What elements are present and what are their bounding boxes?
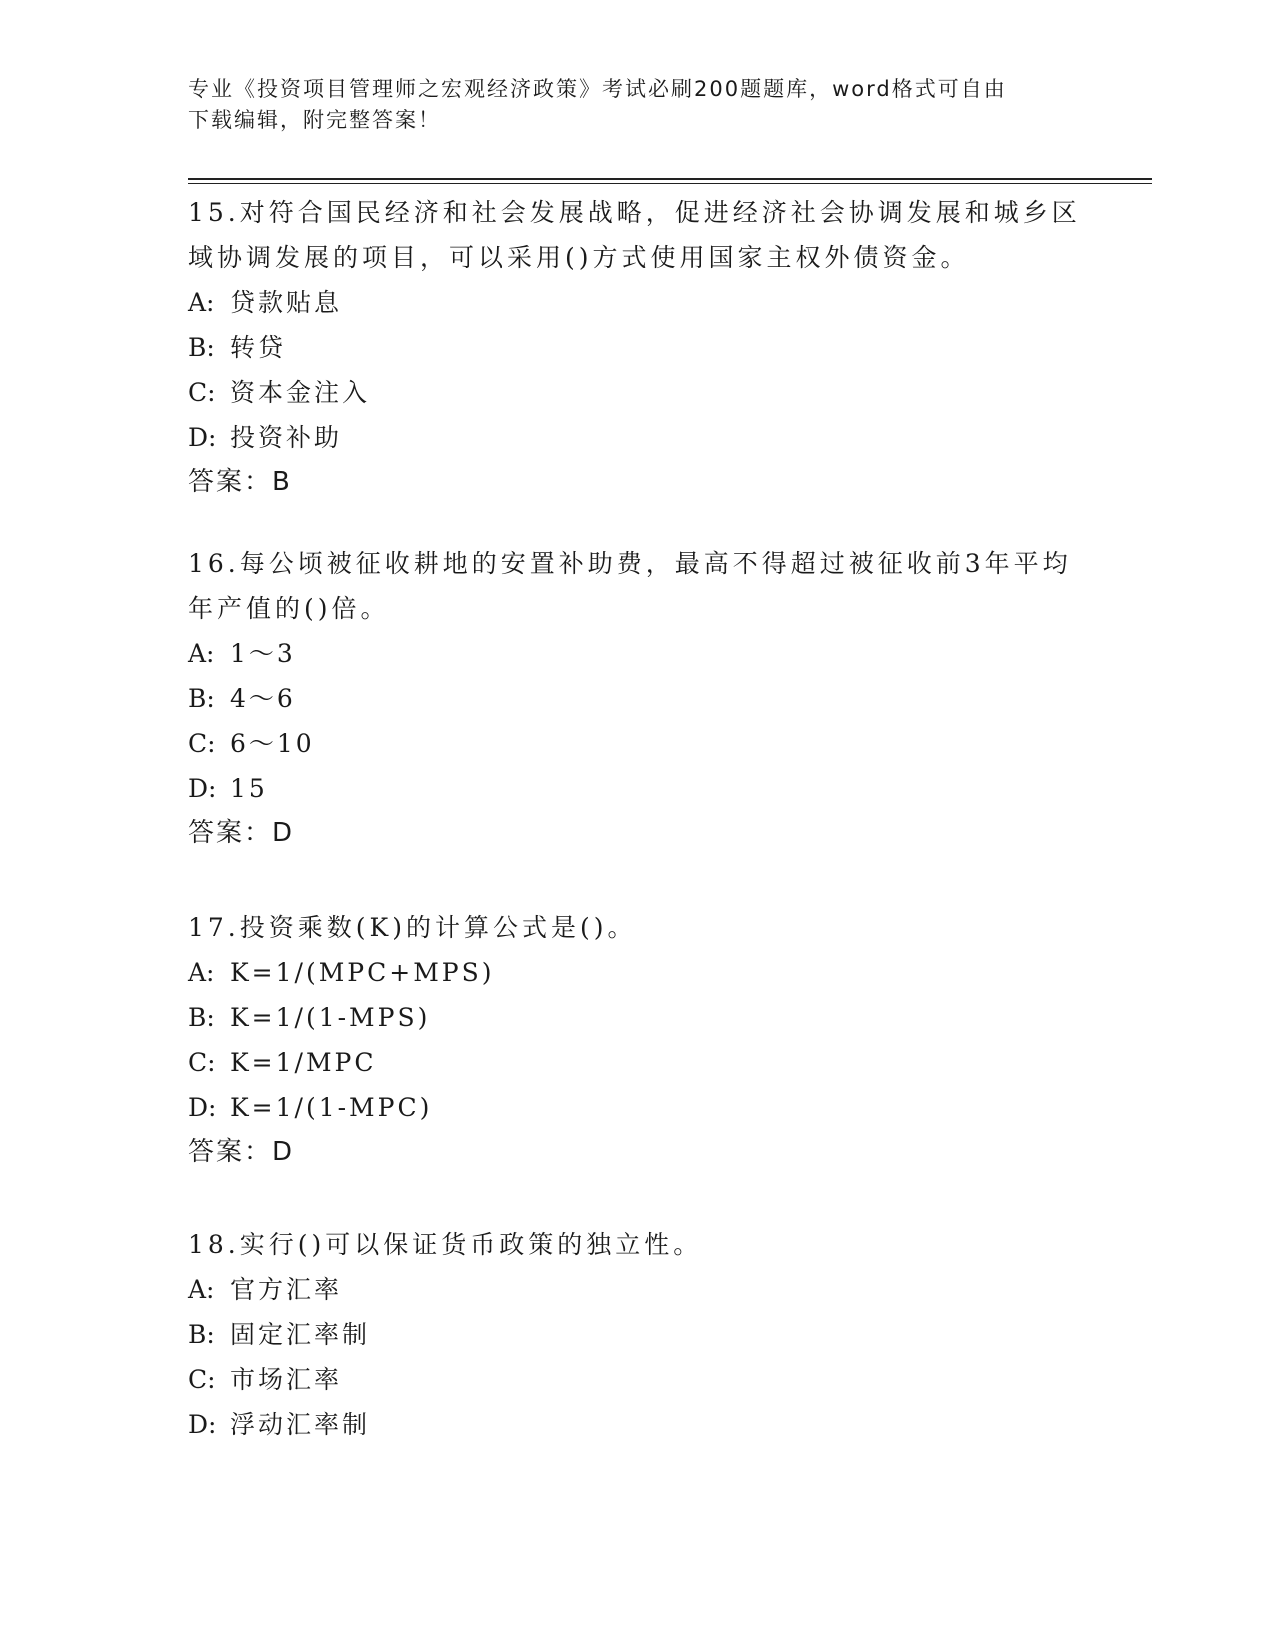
header-divider-thin — [188, 183, 1152, 184]
option-text: K=1/(1-MPS) — [230, 1003, 431, 1032]
option-a — [188, 950, 1088, 995]
option-text: 市场汇率 — [230, 1365, 343, 1394]
question-17 — [188, 905, 1088, 1175]
option-label: B: — [188, 684, 215, 713]
option-text: 4～6 — [230, 684, 296, 713]
answer: 答案：D — [188, 1137, 295, 1167]
question-text: 16.每公顷被征收耕地的安置补助费，最高不得超过被征收前3年平均 — [188, 549, 1072, 578]
option-label: B: — [188, 1320, 215, 1349]
option-label: B: — [188, 333, 215, 362]
option-label: C: — [188, 729, 216, 758]
question-16 — [188, 541, 1088, 856]
header-line-1: 专业《投资项目管理师之宏观经济政策》考试必刷200题题库，word格式可自由 — [188, 77, 1007, 101]
answer: 答案：D — [188, 818, 295, 848]
document-header — [188, 74, 1088, 136]
question-text: 域协调发展的项目，可以采用()方式使用国家主权外债资金。 — [188, 243, 970, 272]
option-b — [188, 325, 1088, 370]
option-b — [188, 676, 1088, 721]
option-text: 6～10 — [230, 729, 315, 758]
option-a — [188, 280, 1088, 325]
option-label: C: — [188, 1048, 216, 1077]
option-c — [188, 1040, 1088, 1085]
option-text: 1～3 — [230, 639, 296, 668]
option-label: C: — [188, 1365, 216, 1394]
option-label: D: — [188, 774, 217, 803]
option-b — [188, 995, 1088, 1040]
option-label: C: — [188, 378, 216, 407]
option-text: K=1/(MPC+MPS) — [230, 958, 495, 987]
option-label: A: — [188, 288, 215, 317]
header-divider-thick — [188, 178, 1152, 180]
question-text: 15.对符合国民经济和社会发展战略，促进经济社会协调发展和城乡区 — [188, 198, 1081, 227]
option-label: B: — [188, 1003, 215, 1032]
option-text: 固定汇率制 — [230, 1320, 371, 1349]
option-d — [188, 766, 1088, 811]
option-c — [188, 1357, 1088, 1402]
header-line-2: 下载编辑，附完整答案！ — [188, 108, 441, 132]
option-label: D: — [188, 423, 217, 452]
option-a — [188, 631, 1088, 676]
option-label: D: — [188, 1410, 217, 1439]
option-d — [188, 415, 1088, 460]
option-text: 贷款贴息 — [230, 288, 343, 317]
option-text: K=1/MPC — [230, 1048, 377, 1077]
option-label: A: — [188, 639, 215, 668]
option-text: 投资补助 — [230, 423, 343, 452]
question-text: 年产值的()倍。 — [188, 594, 390, 623]
question-text: 17.投资乘数(K)的计算公式是()。 — [188, 913, 637, 942]
option-text: K=1/(1-MPC) — [230, 1093, 433, 1122]
answer: 答案：B — [188, 467, 292, 497]
option-d — [188, 1402, 1088, 1447]
option-text: 官方汇率 — [230, 1275, 343, 1304]
option-text: 浮动汇率制 — [230, 1410, 371, 1439]
option-b — [188, 1312, 1088, 1357]
option-c — [188, 721, 1088, 766]
option-c — [188, 370, 1088, 415]
option-text: 资本金注入 — [230, 378, 371, 407]
question-15 — [188, 190, 1088, 505]
option-text: 转贷 — [230, 333, 287, 362]
option-label: D: — [188, 1093, 217, 1122]
option-label: A: — [188, 1275, 215, 1304]
option-a — [188, 1267, 1088, 1312]
question-text: 18.实行()可以保证货币政策的独立性。 — [188, 1230, 703, 1259]
option-label: A: — [188, 958, 215, 987]
option-text: 15 — [230, 774, 268, 803]
option-d — [188, 1085, 1088, 1130]
question-18 — [188, 1222, 1088, 1447]
